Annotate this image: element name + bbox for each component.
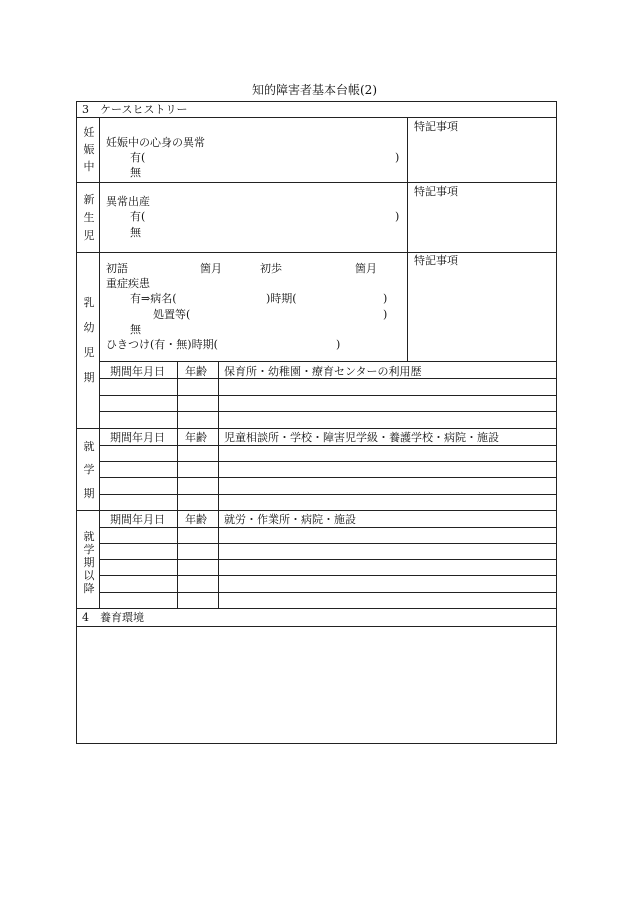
pregnancy-label-2: 娠 <box>83 143 95 156</box>
newborn-notes-label: 特記事項 <box>414 185 458 198</box>
disease-close: ) <box>383 292 388 305</box>
first-step-months: 箇月 <box>355 262 377 275</box>
newborn-no: 無 <box>130 226 141 239</box>
seizure-close: ) <box>336 338 341 351</box>
pregnancy-notes-label: 特記事項 <box>414 120 458 133</box>
after-col-age: 年齢 <box>185 513 207 526</box>
infant-col-history: 保育所・幼稚園・療育センターの利用歴 <box>224 365 422 378</box>
after-col-period: 期間年月日 <box>110 513 165 526</box>
first-step-label: 初歩 <box>260 262 282 275</box>
infant-col-period: 期間年月日 <box>110 365 165 378</box>
school-col-age: 年齢 <box>185 431 207 444</box>
pregnancy-label-3: 中 <box>83 160 95 173</box>
section3-heading: 3 ケースヒストリー <box>82 103 188 116</box>
after-school-label-2: 学 <box>83 543 95 556</box>
newborn-label-3: 児 <box>83 229 95 242</box>
infant-label-1: 乳 <box>83 296 95 309</box>
disease-period: )時期( <box>266 292 297 305</box>
upbringing-environment-area <box>77 627 555 742</box>
pregnancy-no: 無 <box>130 166 141 179</box>
newborn-yes-close: ) <box>395 210 400 223</box>
disease-yes: 有⇒病名( <box>130 292 177 305</box>
pregnancy-yes: 有( <box>130 151 146 164</box>
newborn-label-2: 生 <box>83 211 95 224</box>
school-label-3: 期 <box>83 487 95 500</box>
infant-label-4: 期 <box>83 371 95 384</box>
newborn-item: 異常出産 <box>106 195 150 208</box>
first-word-months: 箇月 <box>200 262 222 275</box>
after-school-label-1: 就 <box>83 530 95 543</box>
after-school-label-3: 期 <box>83 556 95 569</box>
school-label-1: 就 <box>83 440 95 453</box>
severe-illness-label: 重症疾患 <box>106 277 150 290</box>
infant-label-2: 幼 <box>83 321 95 334</box>
disease-no: 無 <box>130 323 141 336</box>
school-col-history: 児童相談所・学校・障害児学級・養護学校・病院・施設 <box>224 431 499 444</box>
newborn-label-1: 新 <box>83 193 95 206</box>
section4-heading: 4 養育環境 <box>82 611 144 624</box>
after-col-history: 就労・作業所・病院・施設 <box>224 513 356 526</box>
pregnancy-yes-close: ) <box>395 151 400 164</box>
first-word-label: 初語 <box>106 262 128 275</box>
after-school-label-4: 以 <box>83 569 95 582</box>
school-col-period: 期間年月日 <box>110 431 165 444</box>
pregnancy-item: 妊娠中の心身の異常 <box>106 136 205 149</box>
page-title: 知的障害者基本台帳(2) <box>252 83 377 97</box>
pregnancy-label-1: 妊 <box>83 126 95 139</box>
after-school-label-5: 降 <box>83 582 95 595</box>
infant-notes-label: 特記事項 <box>414 254 458 267</box>
newborn-yes: 有( <box>130 210 146 223</box>
infant-label-3: 児 <box>83 346 95 359</box>
treatment-close: ) <box>383 308 388 321</box>
infant-col-age: 年齢 <box>185 365 207 378</box>
seizure-label: ひきつけ(有・無)時期( <box>106 338 218 351</box>
school-label-2: 学 <box>83 463 95 476</box>
treatment-label: 処置等( <box>153 308 191 321</box>
